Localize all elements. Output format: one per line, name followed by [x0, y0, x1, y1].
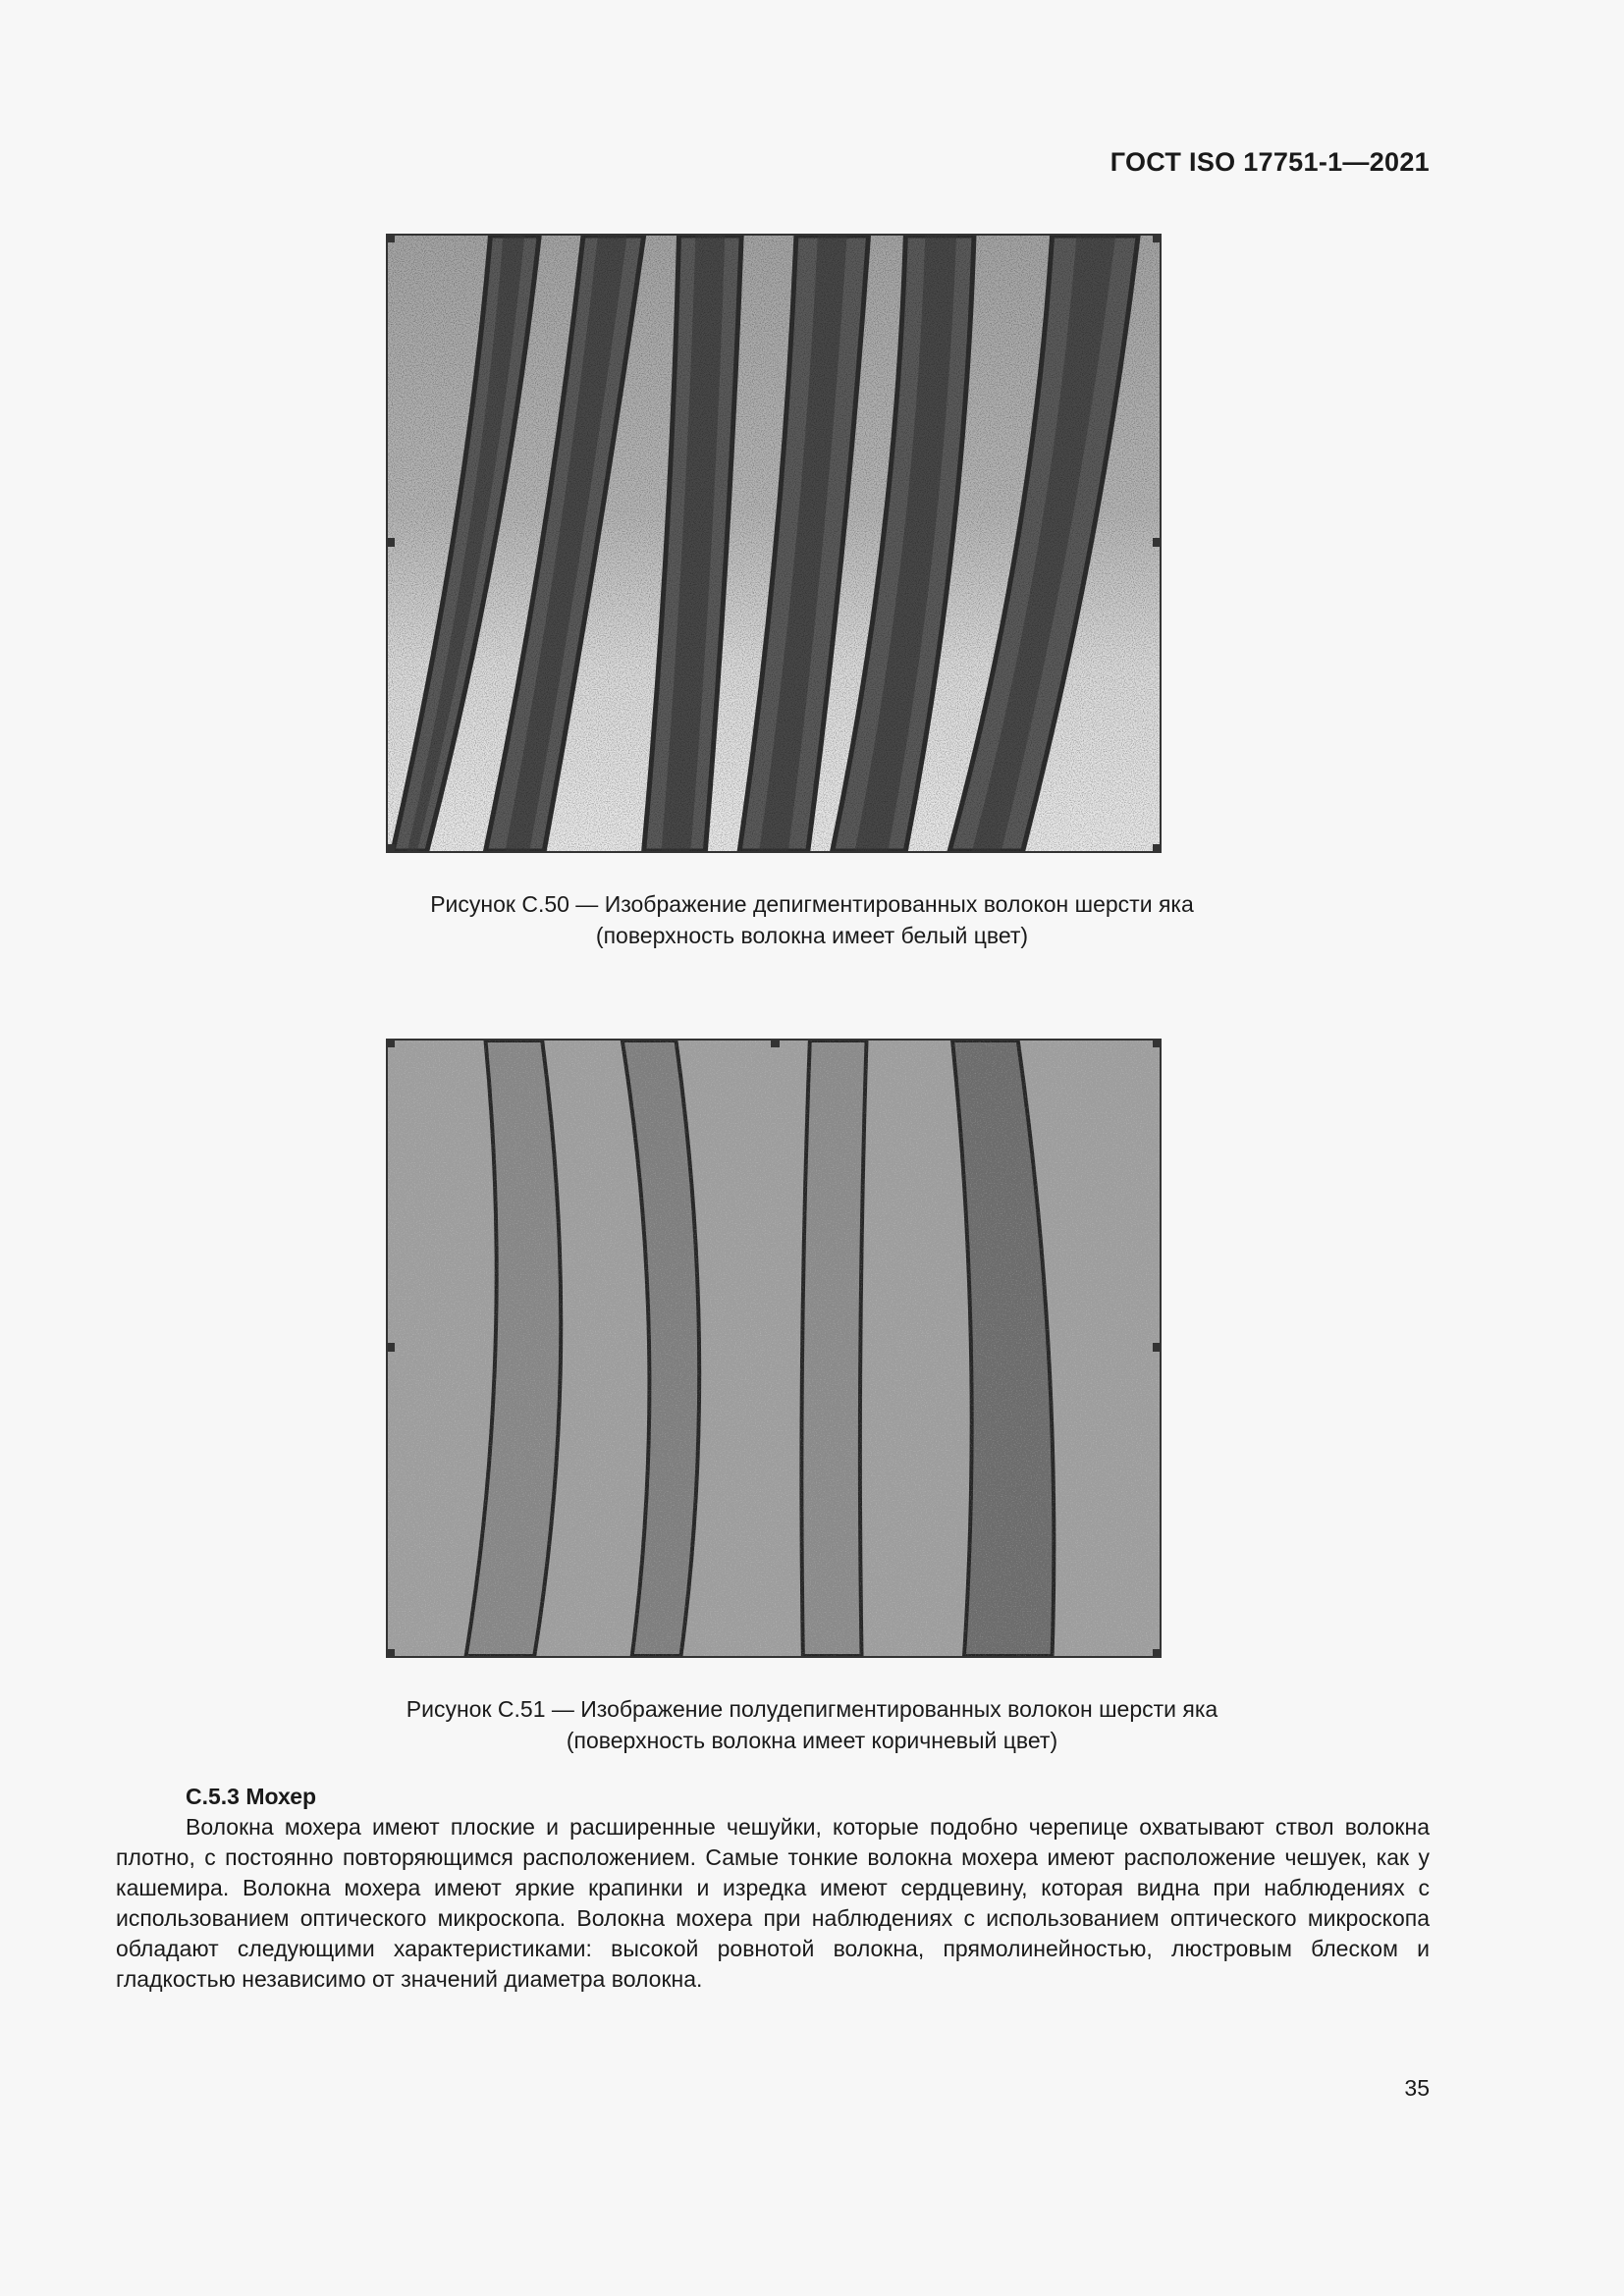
frame-handle	[1153, 1343, 1162, 1352]
frame-handle	[386, 538, 395, 547]
frame-handle	[1153, 1039, 1162, 1047]
frame-handle	[1153, 1649, 1162, 1658]
caption-line: Рисунок С.51 — Изображение полудепигментированных волокон шерсти яка	[406, 1696, 1218, 1722]
figure-c50-image	[386, 234, 1162, 853]
figure-c51-caption	[0, 1693, 1624, 1756]
document-header: ГОСТ ISO 17751-1—2021	[1110, 147, 1430, 177]
yak-fibers-depigmented-micrograph	[388, 236, 1160, 851]
section-mohair	[116, 1782, 1430, 1995]
caption-line: Рисунок С.50 — Изображение депигментированных волокон шерсти яка	[430, 891, 1194, 917]
yak-fibers-semi-depigmented-micrograph	[388, 1041, 1160, 1656]
frame-handle	[1153, 234, 1162, 242]
frame-handle	[386, 1343, 395, 1352]
page-number: 35	[1404, 2075, 1430, 2101]
figure-c50-caption	[0, 888, 1624, 951]
frame-handle	[386, 1039, 395, 1047]
frame-handle	[386, 234, 395, 242]
frame-handle	[386, 844, 395, 853]
figure-c51-image	[386, 1039, 1162, 1658]
frame-handle	[1153, 844, 1162, 853]
section-heading: С.5.3 Мохер	[186, 1784, 317, 1809]
caption-line: (поверхность волокна имеет коричневый цвет)	[566, 1728, 1058, 1753]
section-paragraph: Волокна мохера имеют плоские и расширенные чешуйки, которые подобно черепице охватывают ствол волокна плотно, с постоянно повторяющимся расположением. Самые тонкие волокна мохера имеют расположение чешуек, как у кашемира. Волокна мохера имеют яркие крапинки и изредка имеют сердцевину, которая видна при наблюдениях с использованием оптического микроскопа. Волокна мохера при наблюдениях с использованием оптического микроскопа обладают следующими характеристиками: высокой ровнотой волокна, прямолинейностью, люстровым блеском и гладкостью независимо от значений диаметра волокна.	[116, 1814, 1430, 1992]
frame-handle	[1153, 538, 1162, 547]
frame-handle	[771, 1039, 780, 1047]
caption-line: (поверхность волокна имеет белый цвет)	[595, 923, 1029, 948]
frame-handle	[386, 1649, 395, 1658]
